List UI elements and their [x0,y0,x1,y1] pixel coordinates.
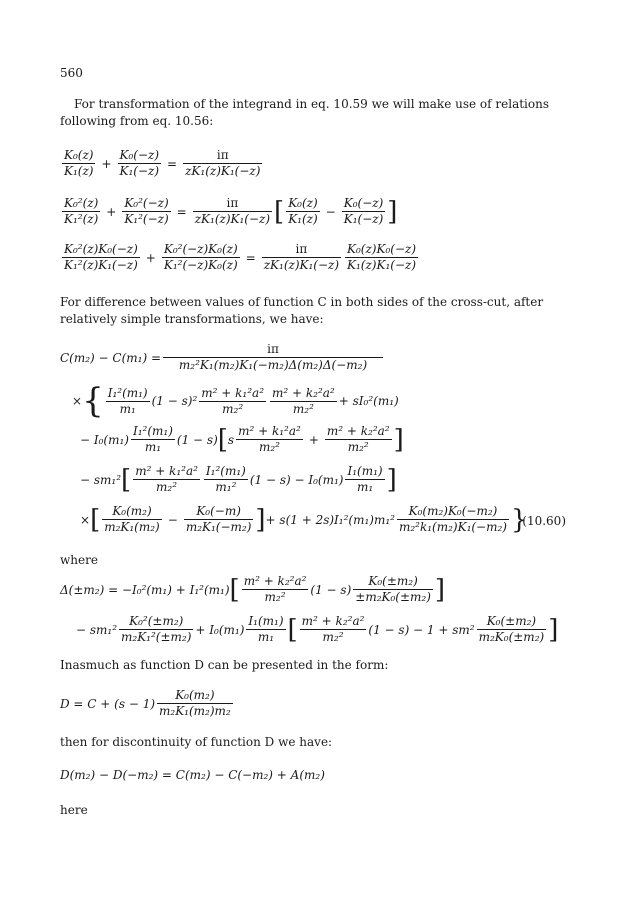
equation-10-60-lhs: C(m₂) − C(m₁) = $\frac{i\pi}{\text{m₂²K₁(m₂)K₁(−m₂)Δ(m₂)Δ(−m₂)}}$ [60,342,385,373]
equation-10-60-line-4: × [ $\frac{\text{K₀(m₂)}}{\text{m₂K₁(m₂)}}$ − $\frac{\text{K₀(−m)}}{\text{m₂K₁(−m₂)}}$ ] + s(1 + 2s)I₁²(m₁)m₁² $\frac{\text{K₀(m₂)K₀(−m₂)}}{\text{m₂²k₁(m₂)K₁(−m₂)}}$ } [80,504,528,535]
paragraph-d-form: Inasmuch as function D can be presented in the form: [60,658,389,672]
delta-definition-line-1: Δ(±m₂) = −I₀²(m₁) + I₁²(m₁) [ $\frac{\text{m² + k₂²a²}}{\text{m₂²}}$ (1 − s) $\frac{\text{K₀(±m₂)}}{\text{±m₂K₀(±m₂)}}$ ] [60,574,446,605]
paragraph-cross-cut: For difference between values of function C in both sides of the cross-cut, after relatively simple transformations, we have: [60,295,544,326]
relation-2: $\frac{\text{K₀²(z)}}{\text{K₁²(z)}}$ + $\frac{\text{K₀²(−z)}}{\text{K₁²(−z)}}$ = $\frac{i\pi}{\text{zK₁(z)K₁(−z)}}$ [ $\frac{\text{K₀(z)}}{\text{K₁(z)}}$ − $\frac{\text{K₀(−z)}}{\text{K₁(−z)}}$ ] [64,196,398,227]
paragraph-intro: For transformation of the integrand in eq. 10.59 we will make use of relations following from eq. 10.56: [60,97,549,128]
where-label: where [60,553,98,567]
equation-number: (10.60) [522,514,566,528]
relation-1: $\frac{\text{K₀(z)}}{\text{K₁(z)}}$ + $\frac{\text{K₀(−z)}}{\text{K₁(−z)}}$ = $\frac{i\pi}{\text{zK₁(z)K₁(−z)}}$ [64,148,261,178]
here-label: here [60,803,88,817]
page-number: 560 [60,66,83,80]
discontinuity-equation: D(m₂) − D(−m₂) = C(m₂) − C(−m₂) + A(m₂) [60,768,325,782]
relation-3: $\frac{\text{K₀²(z)K₀(−z)}}{\text{K₁²(z)K₁(−z)}}$ + $\frac{\text{K₀²(−z)K₀(z)}}{\text{K₁²(−z)K₀(z)}}$ = $\frac{i\pi}{\text{zK₁(z)K₁(−z)}}$ $\frac{\text{K₀(z)K₀(−z)}}{\text{K₁(z)K₁(−z)}}$ [64,242,417,272]
paragraph-discontinuity: then for discontinuity of function D we have: [60,735,333,749]
equation-10-60-line-1: × { $\frac{\text{I₁²(m₁)}}{\text{m₁}}$ (1 − s)² $\frac{\text{m² + k₁²a²}}{\text{m₂²}}$ $\frac{\text{m² + k₂²a²}}{\text{m₂²}}$ + sI₀²(m₁) [72,381,399,421]
equation-10-60-line-3: − sm₁² [ $\frac{\text{m² + k₁²a²}}{\text{m₂²}}$ $\frac{\text{I₁²(m₁)}}{\text{m₁²}}$ (1 − s) − I₀(m₁) $\frac{\text{I₁(m₁)}}{\text{m₁}}$ ] [80,464,397,495]
d-equation: D = C + (s − 1) $\frac{\text{K₀(m₂)}}{\text{m₂K₁(m₂)m₂}}$ [60,688,231,718]
equation-10-60-line-2: − I₀(m₁) $\frac{\text{I₁²(m₁)}}{\text{m₁}}$ (1 − s) [ s $\frac{\text{m² + k₁²a²}}{\text{m₂²}}$ + $\frac{\text{m² + k₂²a²}}{\text{m₂²}}$ ] [80,424,404,455]
delta-definition-line-2: − sm₁² $\frac{\text{K₀²(±m₂)}}{\text{m₂K₁²(±m₂)}}$ + I₀(m₁) $\frac{\text{I₁(m₁)}}{\text{m₁}}$ [ $\frac{\text{m² + k₂²a²}}{\text{m₂²}}$ (1 − s) − 1 + sm² $\frac{\text{K₀(±m₂)}}{\text{m₂K₀(±m₂)}}$ ] [76,614,559,645]
